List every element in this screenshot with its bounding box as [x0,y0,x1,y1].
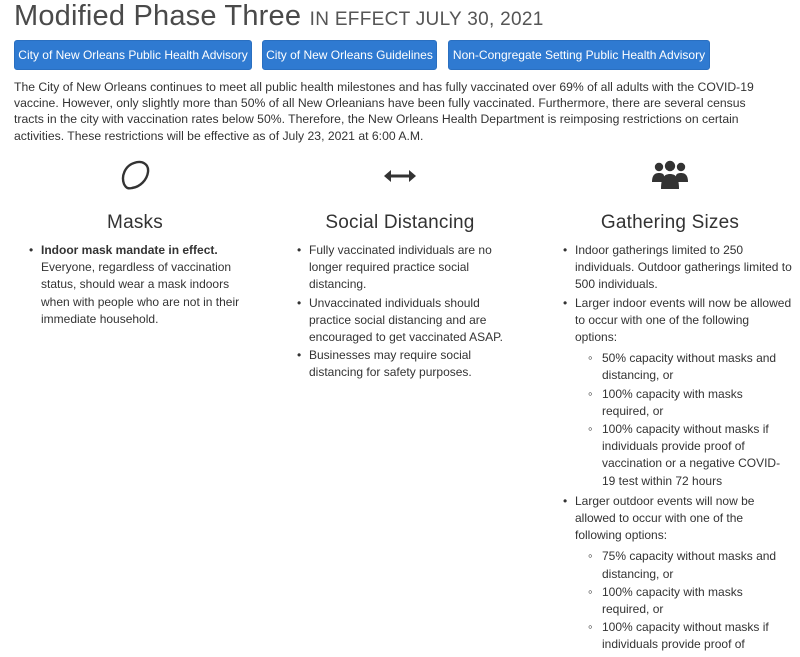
page-title-main: Modified Phase Three [14,0,302,32]
list-item: • Indoor gatherings limited to 250 individuals. Outdoor gatherings limited to 500 individuals. [548,242,792,294]
gathering-sizes-title: Gathering Sizes [600,212,740,233]
masks-column [14,158,256,329]
list-item: ◦ 100% capacity without masks if individuals provide proof of vaccination or a negative COVID-19 test within 72 hours [575,421,792,490]
page-title-effective-date: IN EFFECT JULY 30, 2021 [309,9,544,30]
gathering-sizes-column [548,158,792,657]
list-item: ◦ 50% capacity without masks and distancing, or [575,350,792,384]
list-item: • Unvaccinated individuals should practice social distancing and are encouraged to get vaccinated ASAP. [282,295,518,347]
social-distancing-title: Social Distancing [325,212,475,233]
indoor-events-text: Larger indoor events will now be allowed to occur with one of the following options: [575,295,792,345]
mask-mandate-heading: • Indoor mask mandate in effect. [41,243,218,257]
social-distancing-list [282,242,518,382]
arrows-horizontal-icon [282,158,518,198]
list-item: ◦ 100% capacity without masks if individuals provide proof of [575,619,792,653]
list-item: ◦ 75% capacity without masks and distancing, or [575,548,792,582]
outdoor-events-text: Larger outdoor events will now be allowed to occur with one of the following options: [575,493,755,543]
list-item [548,493,792,654]
non-congregate-advisory-button[interactable]: Non-Congregate Setting Public Health Advisory [448,40,710,70]
list-item [548,295,792,490]
mask-mandate-text: Everyone, regardless of vaccination status, should wear a mask indoors when with people who are not in their immediate household. [41,260,240,326]
page-title [14,0,544,33]
outdoor-events-options [575,548,792,653]
masks-list [14,242,256,328]
mask-icon [14,158,256,198]
guidelines-button[interactable]: City of New Orleans Guidelines [262,40,437,70]
list-item: ◦ 100% capacity with masks required, or [575,584,792,618]
social-distancing-column [282,158,518,383]
masks-title: Masks [107,212,163,233]
public-health-advisory-button[interactable]: City of New Orleans Public Health Advisory [14,40,252,70]
users-icon [548,158,792,198]
list-item: • Businesses may require social distancing for safety purposes. [282,347,518,381]
gathering-sizes-list [548,242,792,654]
list-item: ◦ 100% capacity with masks required, or [575,386,792,420]
intro-paragraph: The City of New Orleans continues to meet all public health milestones and has fully vaccinated over 69% of all adults with the COVID-19 vaccine. However, only slightly more than 50% of all New Orleanians have been fully vaccinated. Furthermore, there are several census tracts in the city with vaccination rates below 50%. Therefore, the New Orleans Health Department is reimposing restrictions on certain activities. These restrictions will be effective as of July 23, 2021 at 6:00 A.M. [14,80,754,143]
indoor-events-options [575,350,792,490]
list-item [14,242,256,328]
list-item: • Fully vaccinated individuals are no longer required practice social distancing. [282,242,518,294]
